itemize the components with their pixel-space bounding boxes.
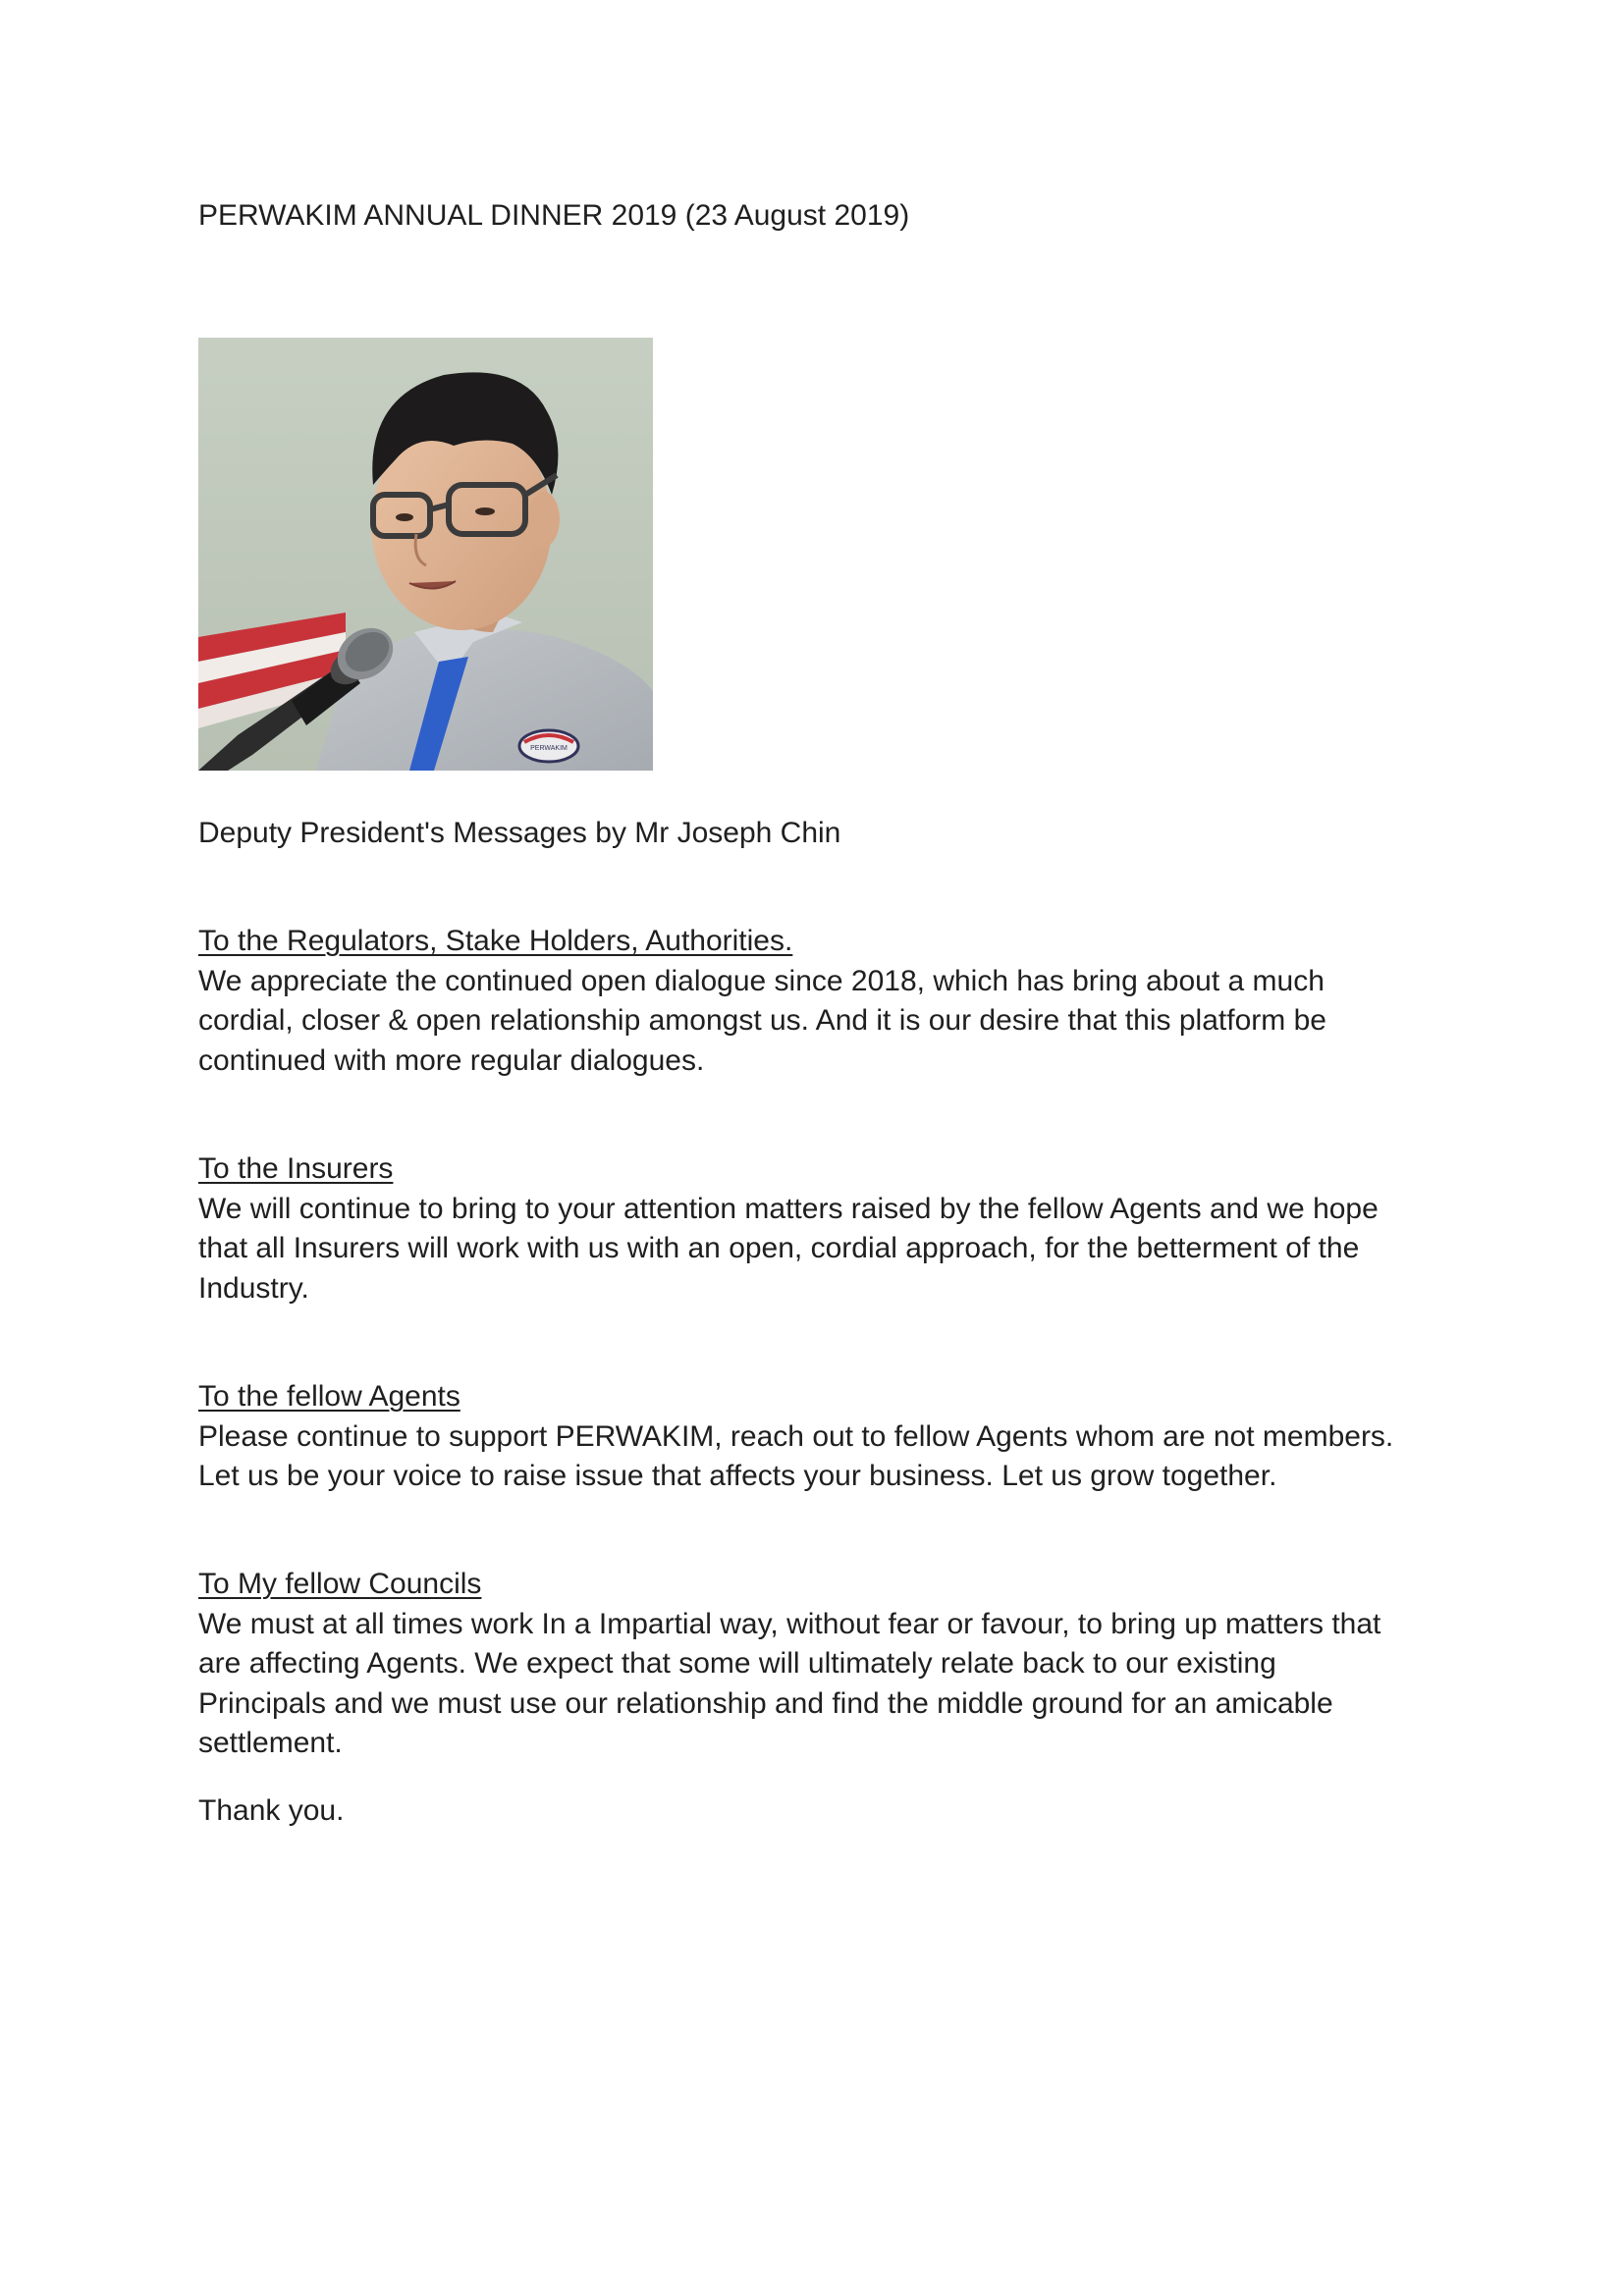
message-section-agents: [198, 1377, 1475, 1497]
section-text-line: We must at all times work In a Impartial way, without fear or favour, to bring up matters that: [198, 1607, 1381, 1640]
message-section-insurers: [198, 1149, 1475, 1308]
closing-text: Thank you.: [198, 1794, 345, 1827]
section-text-line: Principals and we must use our relationship and find the middle ground for an amicable: [198, 1686, 1333, 1720]
shirt-logo-text: PERWAKIM: [530, 745, 568, 752]
section-text-line: Industry.: [198, 1271, 309, 1305]
section-text-line: cordial, closer & open relationship amongst us. And it is our desire that this platform be: [198, 1004, 1326, 1037]
section-text-line: We will continue to bring to your attention matters raised by the fellow Agents and we hope: [198, 1192, 1379, 1225]
message-section-councils: [198, 1565, 1475, 1764]
speaker-photo-illustration: [198, 338, 653, 771]
section-text-line: Let us be your voice to raise issue that affects your business. Let us grow together.: [198, 1460, 1277, 1492]
section-text-line: settlement.: [198, 1727, 343, 1759]
section-heading: To My fellow Councils: [198, 1568, 482, 1600]
document-title: PERWAKIM ANNUAL DINNER 2019 (23 August 2019): [198, 199, 910, 232]
section-heading: To the Regulators, Stake Holders, Authorities.: [198, 925, 793, 957]
section-text-line: are affecting Agents. We expect that some will ultimately relate back to our existing: [198, 1647, 1276, 1680]
section-text-line: that all Insurers will work with us with an open, cordial approach, for the betterment of the: [198, 1232, 1360, 1264]
section-text-line: continued with more regular dialogues.: [198, 1043, 705, 1077]
message-section-regulators: [198, 922, 1475, 1081]
document-subtitle: Deputy President's Messages by Mr Joseph Chin: [198, 817, 841, 849]
section-heading: To the Insurers: [198, 1152, 394, 1185]
section-text-line: Please continue to support PERWAKIM, reach out to fellow Agents whom are not members.: [198, 1419, 1394, 1453]
ear: [528, 492, 560, 547]
speaker-photo: [198, 338, 653, 771]
section-text-line: We appreciate the continued open dialogue since 2018, which has bring about a much: [198, 964, 1325, 997]
section-heading: To the fellow Agents: [198, 1380, 460, 1413]
